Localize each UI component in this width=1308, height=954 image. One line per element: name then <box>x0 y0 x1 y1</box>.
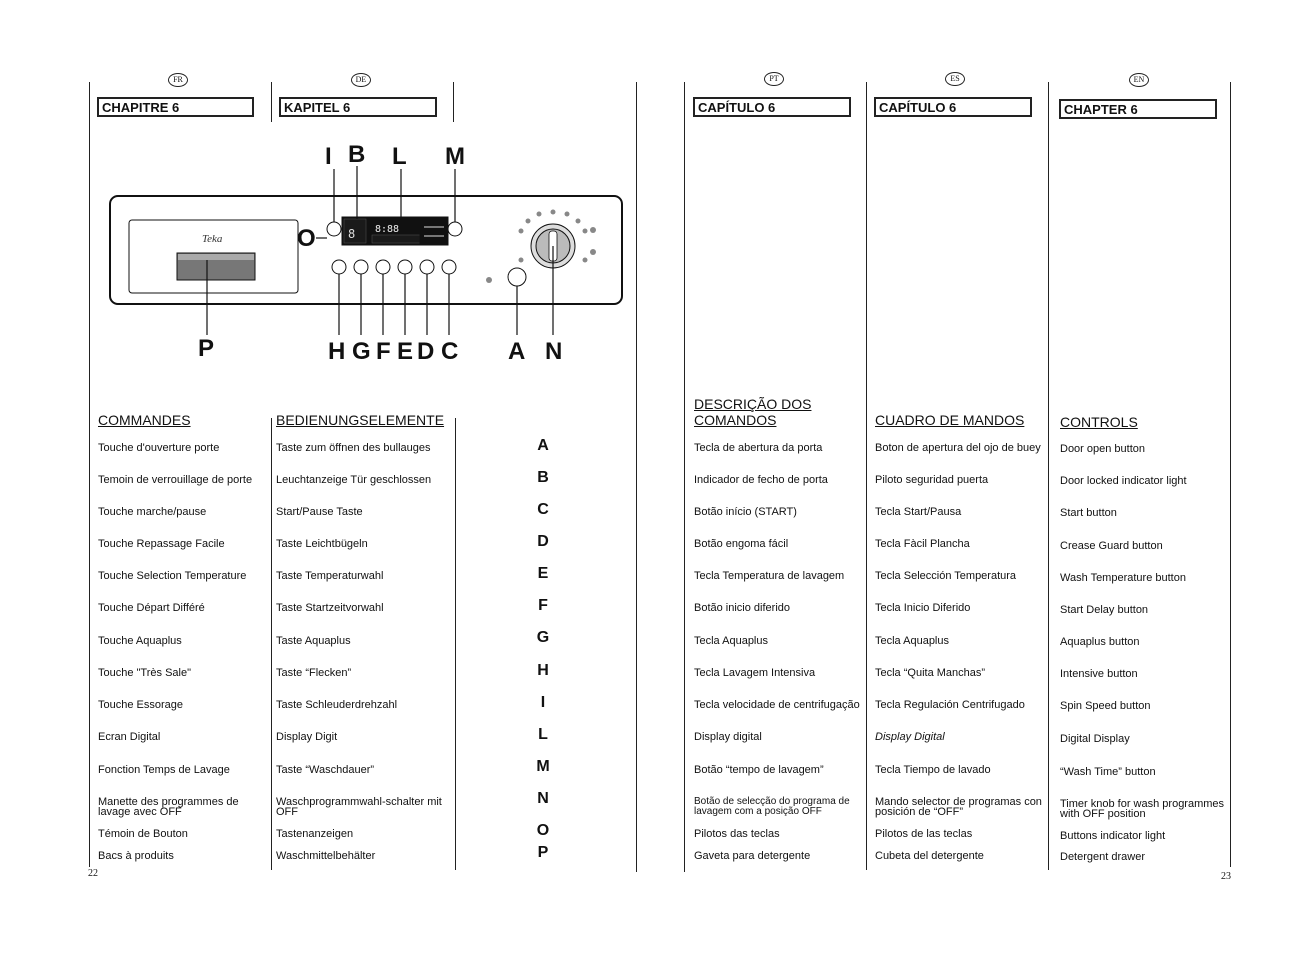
list-item: Tecla Temperatura de lavagem <box>694 570 845 582</box>
flag-de: DE <box>351 73 371 87</box>
chapter-box-es: CAPÍTULO 6 <box>874 97 1032 117</box>
page-number-left: 22 <box>88 868 98 879</box>
section-title-pt: DESCRIÇÃO DOS COMANDOS <box>694 396 812 428</box>
list-item: Intensive button <box>1060 668 1138 680</box>
list-item: Botão inicio diferido <box>694 602 791 614</box>
list-item: “Wash Time” button <box>1060 766 1156 778</box>
list-item: Taste Startzeitvorwahl <box>276 602 384 614</box>
list-item: Taste Schleuderdrehzahl <box>276 699 398 711</box>
list-item: Ecran Digital <box>98 731 161 743</box>
list-item: Start Delay button <box>1060 604 1149 616</box>
temperature-button <box>398 260 412 274</box>
letter-F: F <box>538 597 548 614</box>
chapter-box-pt: CAPÍTULO 6 <box>693 97 851 117</box>
callout-N: N <box>545 338 563 365</box>
list-item: Indicador de fecho de porta <box>694 474 828 486</box>
list-item: Tecla Inicio Diferido <box>875 602 971 614</box>
letter-E: E <box>537 565 549 582</box>
control-panel-diagram <box>100 135 640 370</box>
callout-D: D <box>417 338 435 365</box>
list-item: Mando selector de programas con posición de “OFF” <box>875 796 1042 818</box>
list-item: Spin Speed button <box>1060 700 1151 712</box>
list-item: Bacs à produits <box>98 850 174 862</box>
list-item: Touche Essorage <box>98 699 183 711</box>
list-item: Tecla Aquaplus <box>694 635 768 647</box>
list-item: Touche "Très Sale" <box>98 667 192 679</box>
door-open-button <box>327 222 341 236</box>
letter-N: N <box>537 790 549 807</box>
callout-G: G <box>352 338 371 365</box>
callout-M: M <box>445 143 465 170</box>
crease-guard-button <box>420 260 434 274</box>
callout-F: F <box>376 338 391 365</box>
list-item: Waschmittelbehälter <box>276 850 376 862</box>
callout-E: E <box>397 338 414 365</box>
list-item: Timer knob for wash programmes with OFF position <box>1060 798 1225 820</box>
list-item: Tecla Fàcil Plancha <box>875 538 970 550</box>
list-item: Temoin de verrouillage de porte <box>98 474 253 486</box>
callout-L: L <box>392 143 407 170</box>
letter-D: D <box>537 533 549 550</box>
start-button <box>442 260 456 274</box>
list-item: Taste “Flecken” <box>276 667 352 679</box>
list-item: Door locked indicator light <box>1060 475 1187 487</box>
list-item: Taste zum öffnen des bullauges <box>276 442 431 454</box>
list-item: Botão início (START) <box>694 506 797 518</box>
rule-page-fold-right <box>684 82 685 872</box>
rule-es-en <box>1048 82 1049 870</box>
list-item: Wash Temperature button <box>1060 572 1186 584</box>
rule-fr-de-lower <box>271 418 272 870</box>
list-item: Touche Selection Temperature <box>98 570 247 582</box>
letter-H: H <box>537 662 549 679</box>
callout-B: B <box>348 141 366 168</box>
list-item: Tecla velocidade de centrifugação <box>694 699 860 711</box>
callout-C: C <box>441 338 459 365</box>
list-item: Pilotos de las teclas <box>875 828 973 840</box>
list-item: Taste Aquaplus <box>276 635 351 647</box>
list-item: Touche Repassage Facile <box>98 538 225 550</box>
list-item: Témoin de Bouton <box>98 828 188 840</box>
list-item: Tecla Tiempo de lavado <box>875 764 991 776</box>
section-title-en: CONTROLS <box>1060 414 1138 430</box>
list-item: Fonction Temps de Lavage <box>98 764 230 776</box>
list-item: Tecla Lavagem Intensiva <box>694 667 816 679</box>
flag-pt: PT <box>764 72 784 86</box>
list-item: Display Digit <box>276 731 338 743</box>
callout-P: P <box>198 335 215 362</box>
section-title-es: CUADRO DE MANDOS <box>875 412 1025 428</box>
list-item: Tecla Selección Temperatura <box>875 570 1017 582</box>
letter-B: B <box>537 469 549 486</box>
list-item: Display digital <box>694 731 762 743</box>
list-item: Crease Guard button <box>1060 540 1163 552</box>
callout-O: O <box>297 225 316 252</box>
list-item: Tecla Start/Pausa <box>875 506 962 518</box>
list-item: Taste “Waschdauer” <box>276 764 375 776</box>
flag-es: ES <box>945 72 965 86</box>
list-item: Touche Départ Différé <box>98 602 205 614</box>
list-item: Detergent drawer <box>1060 851 1145 863</box>
display-digits: 8:88 <box>375 224 400 235</box>
letter-C: C <box>537 501 549 518</box>
list-item: Piloto seguridad puerta <box>875 474 989 486</box>
rule-fr-de <box>271 82 272 122</box>
letter-I: I <box>540 694 546 711</box>
brand-logo: Teka <box>202 233 223 245</box>
list-item: Manette des programmes de lavage avec OFF <box>98 796 239 818</box>
list-item: Pilotos das teclas <box>694 828 780 840</box>
list-item: Botão engoma fácil <box>694 538 789 550</box>
rule-left-outer <box>89 82 90 867</box>
list-item: Touche d'ouverture porte <box>98 442 220 454</box>
letter-P: P <box>537 844 549 861</box>
start-delay-button <box>376 260 390 274</box>
list-item: Start button <box>1060 507 1117 519</box>
section-title-fr: COMMANDES <box>98 412 191 428</box>
list-item: Leuchtanzeige Tür geschlossen <box>276 474 432 486</box>
list-item: Taste Temperaturwahl <box>276 570 384 582</box>
list-item: Digital Display <box>1060 733 1130 745</box>
rule-right-outer <box>1230 82 1231 867</box>
aquaplus-button <box>354 260 368 274</box>
rule-pt-es <box>866 82 867 870</box>
list-item: Botão de selecção do programa de lavagem com a posição OFF <box>694 796 850 817</box>
list-item: Tastenanzeigen <box>276 828 354 840</box>
letter-L: L <box>538 726 548 743</box>
list-item: Door open button <box>1060 443 1146 455</box>
list-item: Botão “tempo de lavagem” <box>694 764 824 776</box>
list-item: Touche Aquaplus <box>98 635 182 647</box>
letter-O: O <box>536 822 550 839</box>
chapter-box-en: CHAPTER 6 <box>1059 99 1217 119</box>
page-number-right: 23 <box>1221 871 1231 882</box>
list-item: Cubeta del detergente <box>875 850 984 862</box>
chapter-box-de: KAPITEL 6 <box>279 97 437 117</box>
list-item: Touche marche/pause <box>98 506 207 518</box>
flag-en: EN <box>1129 73 1149 87</box>
list-item: Display Digital <box>875 731 945 743</box>
wash-time-button <box>508 268 526 286</box>
list-item: Buttons indicator light <box>1060 830 1166 842</box>
callout-H: H <box>328 338 346 365</box>
list-item: Tecla Regulación Centrifugado <box>875 699 1025 711</box>
intensive-button <box>332 260 346 274</box>
list-item: Waschprogrammwahl-schalter mit OFF <box>276 796 442 818</box>
display-side <box>420 217 448 245</box>
list-item: Aquaplus button <box>1060 636 1140 648</box>
letter-A: A <box>537 437 549 454</box>
rule-de-right <box>453 82 454 122</box>
door-lock-indicator <box>448 222 462 236</box>
list-item: Tecla Aquaplus <box>875 635 949 647</box>
callout-I: I <box>325 143 332 170</box>
list-item: Tecla de abertura da porta <box>694 442 823 454</box>
rule-de-right-lower <box>455 418 456 870</box>
list-item: Start/Pause Taste <box>276 506 363 518</box>
chapter-box-fr: CHAPITRE 6 <box>97 97 254 117</box>
letter-G: G <box>536 629 550 646</box>
callout-A: A <box>508 338 526 365</box>
section-title-de: BEDIENUNGSELEMENTE <box>276 412 445 428</box>
svg-text:8: 8 <box>348 227 356 241</box>
flag-fr: FR <box>168 73 188 87</box>
list-item: Taste Leichtbügeln <box>276 538 368 550</box>
letter-M: M <box>536 758 550 775</box>
list-item: Gaveta para detergente <box>694 850 811 862</box>
list-item: Boton de apertura del ojo de buey <box>875 442 1041 454</box>
list-item: Tecla “Quita Manchas” <box>875 667 986 679</box>
